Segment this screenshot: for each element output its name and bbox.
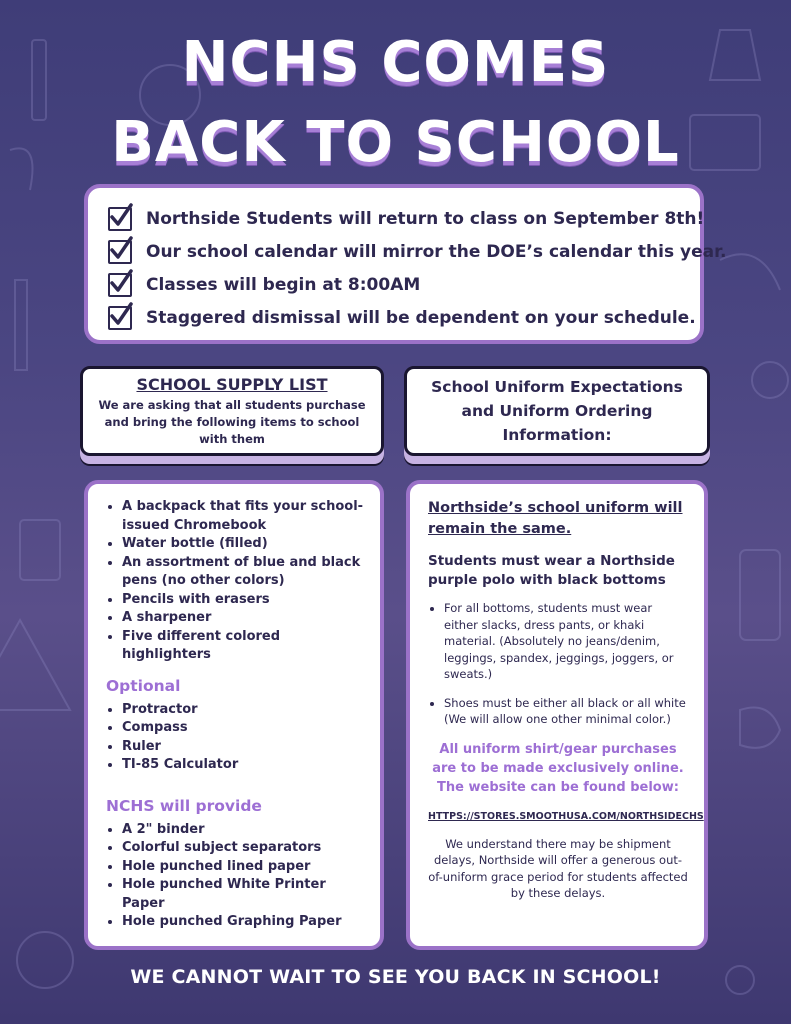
optional-heading: Optional: [106, 676, 181, 695]
page-title-line2: BACK TO SCHOOL: [111, 110, 680, 175]
list-item: • Hole punched Graphing Paper: [122, 913, 364, 932]
list-item: • An assortment of blue and black pens (no other colors): [122, 554, 364, 591]
uniform-store-link[interactable]: HTTPS://STORES.SMOOTHUSA.COM/NORTHSIDECHS: [428, 810, 704, 822]
announcement-item: [108, 202, 705, 235]
announcement-text: Northside Students will return to class on September 8th!: [146, 208, 705, 229]
optional-supplies-list: [106, 701, 364, 775]
checkmark-icon: [108, 306, 132, 330]
checkmark-icon: [108, 273, 132, 297]
uniform-header-title: School Uniform Expectations and Uniform Ordering Information:: [431, 378, 683, 444]
supply-list-subtitle: We are asking that all students purchase and bring the following items to school with them: [98, 398, 366, 446]
uniform-rules-list: [428, 600, 688, 728]
shipment-note: We understand there may be shipment delays, Northside will offer a generous out-of-uniform grace period for students affected by these delays.: [428, 836, 688, 900]
list-item: • Five different colored highlighters: [122, 628, 364, 665]
footer-message: WE CANNOT WAIT TO SEE YOU BACK IN SCHOOL!: [130, 966, 661, 988]
list-item: • Hole punched White Printer Paper: [122, 876, 364, 913]
announcement-item: [108, 301, 696, 334]
announcement-item: [108, 235, 727, 268]
required-supplies-list: [106, 498, 364, 665]
list-item: • A backpack that fits your school-issued Chromebook: [122, 498, 364, 535]
uniform-subheading: Students must wear a Northside purple polo with black bottoms: [428, 553, 675, 588]
supply-list-title: SCHOOL SUPPLY LIST: [136, 375, 328, 394]
provided-supplies-list: [106, 821, 364, 932]
announcement-text: Our school calendar will mirror the DOE’s calendar this year.: [146, 241, 727, 262]
list-item: • Protractor: [122, 701, 364, 720]
announcements-card: [84, 184, 727, 344]
announcement-text: Classes will begin at 8:00AM: [146, 274, 421, 295]
checkmark-icon: [108, 207, 132, 231]
list-item: • Colorful subject separators: [122, 839, 364, 858]
list-item: • A 2" binder: [122, 821, 364, 840]
announcement-text: Staggered dismissal will be dependent on your schedule.: [146, 307, 696, 328]
list-item: • Water bottle (filled): [122, 535, 364, 554]
announcement-item: [108, 268, 680, 301]
list-item: • Compass: [122, 719, 364, 738]
provided-heading: NCHS will provide: [106, 796, 262, 815]
list-item: • Shoes must be either all black or all white (We will allow one other minimal color.): [444, 695, 688, 728]
list-item: • Hole punched lined paper: [122, 858, 364, 877]
list-item: • Pencils with erasers: [122, 591, 364, 610]
purchase-note: All uniform shirt/gear purchases are to be made exclusively online. The website can be found below:: [432, 741, 684, 795]
list-item: • Ruler: [122, 738, 364, 757]
uniform-header: [404, 366, 710, 456]
supply-list-header: [80, 366, 384, 456]
checkmark-icon: [108, 240, 132, 264]
list-item: • A sharpener: [122, 609, 364, 628]
uniform-heading: Northside’s school uniform will remain the same.: [428, 500, 683, 537]
uniform-info-card: [406, 480, 708, 950]
list-item: • For all bottoms, students must wear either slacks, dress pants, or khaki material. (Absolutely no jeans/denim, leggings, spandex, jeggings, joggers, or sweats.): [444, 600, 688, 683]
page-title-line1: NCHS COMES: [181, 30, 610, 95]
supply-list-card: [84, 480, 384, 950]
list-item: • TI-85 Calculator: [122, 756, 364, 775]
